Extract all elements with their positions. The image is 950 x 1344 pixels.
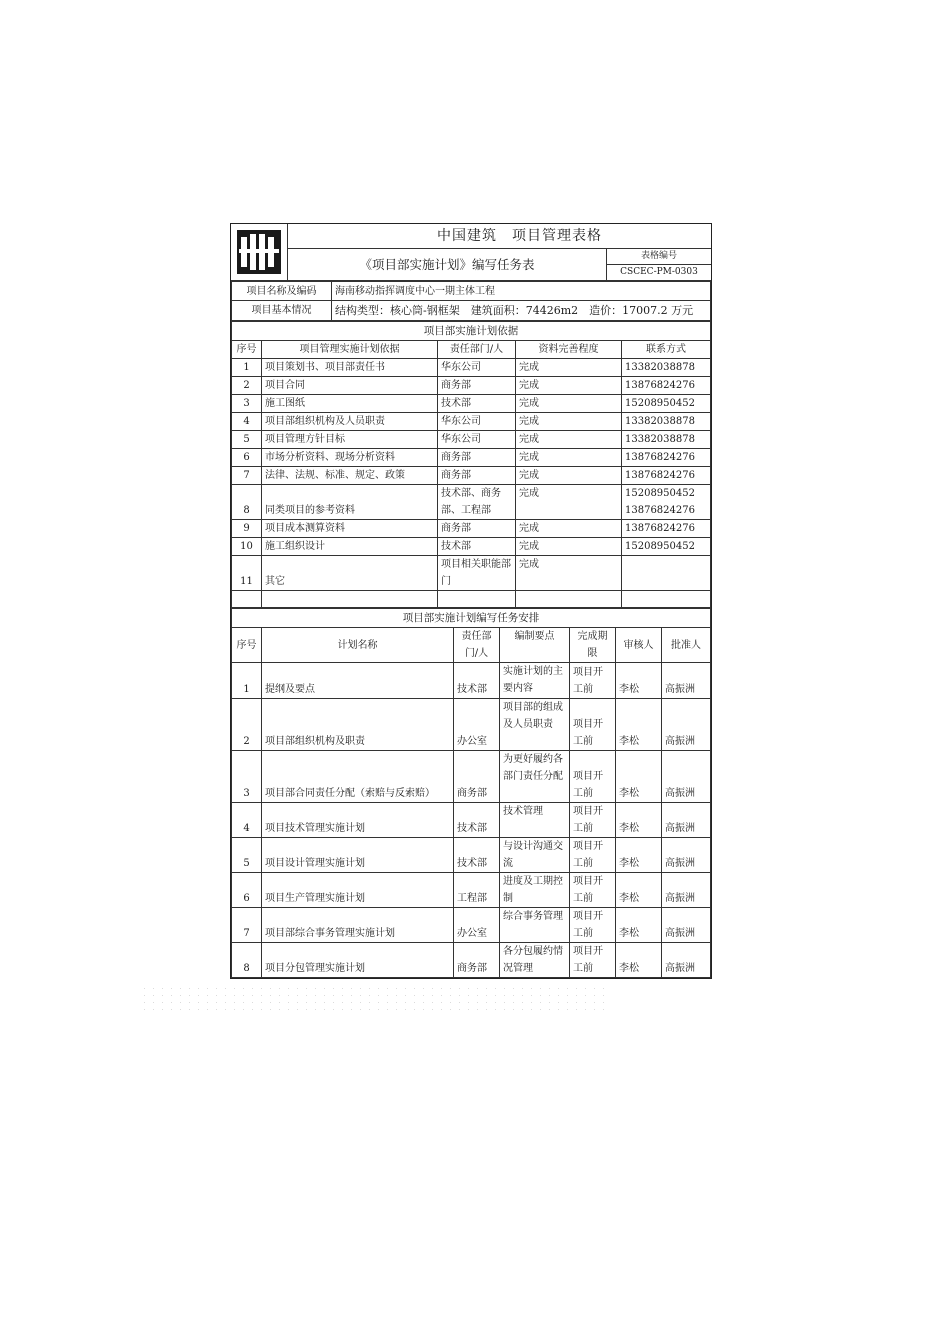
basis-row-no: 3	[232, 395, 262, 413]
task-row-points: 综合事务管理	[500, 908, 570, 943]
task-row-no: 2	[232, 699, 262, 751]
task-row-no: 4	[232, 803, 262, 838]
task-row	[232, 663, 711, 699]
basis-row-name: 施工图纸	[262, 395, 438, 413]
task-row-deadline: 项目开工前	[570, 873, 616, 908]
basis-row-status: 完成	[516, 556, 622, 591]
basis-row-contact: 15208950452 13876824276	[622, 485, 711, 520]
basis-row-no: 10	[232, 538, 262, 556]
task-row	[232, 803, 711, 838]
task-row-approver: 高振洲	[662, 699, 711, 751]
basis-row-no: 4	[232, 413, 262, 431]
task-row-points: 项目部的组成及人员职责	[500, 699, 570, 751]
basis-row-no: 1	[232, 359, 262, 377]
task-row	[232, 908, 711, 943]
basis-row	[232, 431, 711, 449]
basis-row-status: 完成	[516, 359, 622, 377]
basis-header-no: 序号	[232, 341, 262, 359]
task-row-dept: 技术部	[454, 838, 500, 873]
task-row-deadline: 项目开工前	[570, 943, 616, 978]
task-row-reviewer: 李松	[616, 838, 662, 873]
basis-row	[232, 538, 711, 556]
basis-header-status: 资料完善程度	[516, 341, 622, 359]
task-row-deadline: 项目开工前	[570, 663, 616, 699]
basis-row-status: 完成	[516, 520, 622, 538]
task-row-deadline: 项目开工前	[570, 908, 616, 943]
basis-row-name: 项目管理方针目标	[262, 431, 438, 449]
basis-row-name: 施工组织设计	[262, 538, 438, 556]
basis-row-name: 同类项目的参考资料	[262, 485, 438, 520]
task-row-no: 8	[232, 943, 262, 978]
task-row-reviewer: 李松	[616, 663, 662, 699]
basis-row-dept: 项目相关职能部门	[438, 556, 516, 591]
project-name-label: 项目名称及编码	[232, 282, 332, 301]
basis-header-name: 项目管理实施计划依据	[262, 341, 438, 359]
basis-row	[232, 413, 711, 431]
cscec-logo-icon	[237, 230, 281, 274]
task-row-points: 为更好履约各部门责任分配	[500, 751, 570, 803]
basis-row-dept: 华东公司	[438, 431, 516, 449]
task-row-deadline: 项目开工前	[570, 699, 616, 751]
basis-row	[232, 520, 711, 538]
tasks-header-deadline: 完成期限	[570, 628, 616, 663]
basis-row	[232, 485, 711, 520]
basis-row-no: 2	[232, 377, 262, 395]
task-row-deadline: 项目开工前	[570, 751, 616, 803]
basis-row	[232, 449, 711, 467]
project-info-table	[231, 281, 711, 321]
form-header	[231, 224, 711, 281]
task-row-dept: 商务部	[454, 943, 500, 978]
tasks-header-approver: 批准人	[662, 628, 711, 663]
task-row-approver: 高振洲	[662, 838, 711, 873]
form-code-box	[606, 249, 711, 280]
task-row	[232, 943, 711, 978]
basis-row-contact: 13876824276	[622, 449, 711, 467]
basis-row	[232, 377, 711, 395]
basis-table	[231, 321, 711, 608]
basis-row-name: 法律、法规、标准、规定、政策	[262, 467, 438, 485]
basis-row-dept: 技术部	[438, 395, 516, 413]
basis-row	[232, 395, 711, 413]
task-row-points: 进度及工期控制	[500, 873, 570, 908]
task-row-no: 7	[232, 908, 262, 943]
task-row-reviewer: 李松	[616, 873, 662, 908]
tasks-header-points: 编制要点	[500, 628, 570, 663]
form-code-label: 表格编号	[607, 249, 711, 265]
project-basic-label: 项目基本情况	[232, 301, 332, 321]
task-row-deadline: 项目开工前	[570, 838, 616, 873]
task-row-dept: 技术部	[454, 663, 500, 699]
task-row-dept: 办公室	[454, 908, 500, 943]
basis-row-dept: 商务部	[438, 467, 516, 485]
basis-row-no: 11	[232, 556, 262, 591]
basis-row-dept: 技术部	[438, 538, 516, 556]
basis-row-status: 完成	[516, 431, 622, 449]
basis-row	[232, 359, 711, 377]
basis-row-no: 9	[232, 520, 262, 538]
basis-row-dept: 商务部	[438, 520, 516, 538]
basis-row-contact: 13876824276	[622, 520, 711, 538]
task-row-points: 与设计沟通交流	[500, 838, 570, 873]
task-row-reviewer: 李松	[616, 943, 662, 978]
basis-row-no: 5	[232, 431, 262, 449]
task-row-no: 6	[232, 873, 262, 908]
scan-noise	[140, 985, 610, 1013]
org-title: 中国建筑 项目管理表格	[288, 224, 711, 249]
basis-empty-row	[232, 591, 711, 608]
tasks-section-title: 项目部实施计划编写任务安排	[232, 609, 711, 628]
basis-row-no: 7	[232, 467, 262, 485]
basis-row-status: 完成	[516, 467, 622, 485]
basis-row	[232, 467, 711, 485]
task-row	[232, 873, 711, 908]
task-row-name: 项目部合同责任分配（索赔与反索赔）	[262, 751, 454, 803]
basis-row-dept: 商务部	[438, 377, 516, 395]
basis-row-contact: 15208950452	[622, 538, 711, 556]
task-row	[232, 751, 711, 803]
basis-row-status: 完成	[516, 377, 622, 395]
basis-row-no: 6	[232, 449, 262, 467]
basis-row-dept: 华东公司	[438, 359, 516, 377]
basis-row-no: 8	[232, 485, 262, 520]
task-row-name: 提纲及要点	[262, 663, 454, 699]
task-row-approver: 高振洲	[662, 751, 711, 803]
task-row-approver: 高振洲	[662, 663, 711, 699]
task-row-no: 3	[232, 751, 262, 803]
task-row-approver: 高振洲	[662, 943, 711, 978]
basis-row-name: 项目成本测算资料	[262, 520, 438, 538]
basis-row-contact: 13876824276	[622, 467, 711, 485]
task-row-deadline: 项目开工前	[570, 803, 616, 838]
task-row-name: 项目部综合事务管理实施计划	[262, 908, 454, 943]
task-row-reviewer: 李松	[616, 803, 662, 838]
task-row-points: 实施计划的主要内容	[500, 663, 570, 699]
task-row-dept: 办公室	[454, 699, 500, 751]
task-row-name: 项目设计管理实施计划	[262, 838, 454, 873]
basis-header-contact: 联系方式	[622, 341, 711, 359]
task-row-no: 5	[232, 838, 262, 873]
task-row-approver: 高振洲	[662, 873, 711, 908]
project-basic-value: 结构类型：核心筒-钢框架 建筑面积：74426m2 造价：17007.2 万元	[332, 301, 711, 321]
task-row-points: 各分包履约情况管理	[500, 943, 570, 978]
task-row-reviewer: 李松	[616, 908, 662, 943]
basis-header-dept: 责任部门/人	[438, 341, 516, 359]
basis-row-status: 完成	[516, 395, 622, 413]
basis-row-status: 完成	[516, 485, 622, 520]
basis-row-name: 项目部组织机构及人员职责	[262, 413, 438, 431]
basis-row-name: 其它	[262, 556, 438, 591]
task-row-approver: 高振洲	[662, 908, 711, 943]
task-row-approver: 高振洲	[662, 803, 711, 838]
basis-row-name: 市场分析资料、现场分析资料	[262, 449, 438, 467]
task-row-name: 项目部组织机构及职责	[262, 699, 454, 751]
task-row-dept: 工程部	[454, 873, 500, 908]
form-document	[230, 223, 712, 979]
basis-section-title: 项目部实施计划依据	[232, 322, 711, 341]
basis-row	[232, 556, 711, 591]
task-row-name: 项目分包管理实施计划	[262, 943, 454, 978]
basis-row-contact	[622, 556, 711, 591]
form-title: 《项目部实施计划》编写任务表	[359, 257, 535, 272]
task-row-no: 1	[232, 663, 262, 699]
basis-row-status: 完成	[516, 538, 622, 556]
basis-row-contact: 13382038878	[622, 413, 711, 431]
task-row-name: 项目生产管理实施计划	[262, 873, 454, 908]
task-row-dept: 商务部	[454, 751, 500, 803]
basis-row-dept: 技术部、商务部、工程部	[438, 485, 516, 520]
task-row-points: 技术管理	[500, 803, 570, 838]
tasks-table	[231, 608, 711, 978]
basis-row-contact: 13876824276	[622, 377, 711, 395]
task-row-name: 项目技术管理实施计划	[262, 803, 454, 838]
basis-row-contact: 13382038878	[622, 359, 711, 377]
basis-row-dept: 商务部	[438, 449, 516, 467]
task-row-dept: 技术部	[454, 803, 500, 838]
task-row	[232, 699, 711, 751]
project-name-value: 海南移动指挥调度中心一期主体工程	[332, 282, 711, 301]
basis-row-name: 项目合同	[262, 377, 438, 395]
task-row-reviewer: 李松	[616, 699, 662, 751]
task-row-reviewer: 李松	[616, 751, 662, 803]
tasks-header-reviewer: 审核人	[616, 628, 662, 663]
logo-cell	[231, 224, 288, 280]
tasks-header-dept: 责任部门/人	[454, 628, 500, 663]
basis-row-name: 项目策划书、项目部责任书	[262, 359, 438, 377]
tasks-header-name: 计划名称	[262, 628, 454, 663]
tasks-header-no: 序号	[232, 628, 262, 663]
basis-row-contact: 13382038878	[622, 431, 711, 449]
basis-row-status: 完成	[516, 413, 622, 431]
basis-row-status: 完成	[516, 449, 622, 467]
form-code-value: CSCEC-PM-0303	[620, 267, 698, 277]
basis-row-contact: 15208950452	[622, 395, 711, 413]
task-row	[232, 838, 711, 873]
basis-row-dept: 华东公司	[438, 413, 516, 431]
